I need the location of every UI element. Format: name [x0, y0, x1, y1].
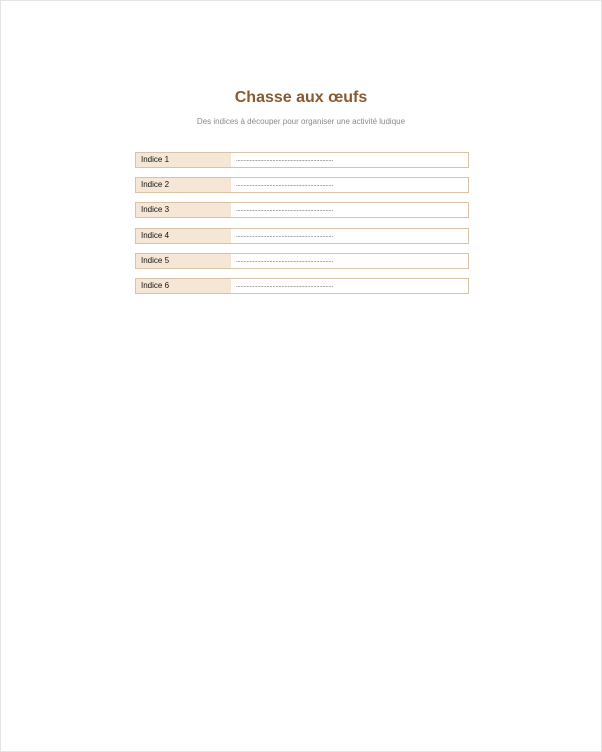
- clue-label: Indice 6: [136, 279, 231, 293]
- clue-row-1: [135, 152, 469, 168]
- clue-label: Indice 1: [136, 153, 231, 167]
- clue-label: Indice 5: [136, 254, 231, 268]
- clue-label: Indice 2: [136, 178, 231, 192]
- clue-list: [135, 152, 469, 303]
- clue-blank-line: ................................................................: [236, 182, 334, 189]
- clue-label: Indice 4: [136, 229, 231, 243]
- clue-row-2: [135, 177, 469, 193]
- page-subtitle: Des indices à découper pour organiser une activité ludique: [196, 117, 406, 126]
- clue-label: Indice 3: [136, 203, 231, 217]
- clue-row-6: [135, 278, 469, 294]
- clue-blank-line: ................................................................: [236, 157, 334, 163]
- clue-blank-line: ................................................................: [236, 232, 334, 239]
- clue-blank-line: ................................................................: [236, 282, 334, 289]
- page-title: Chasse aux œufs: [234, 89, 368, 106]
- clue-blank-line: ................................................................: [236, 207, 334, 214]
- clue-row-5: [135, 253, 469, 269]
- clue-row-3: [135, 202, 469, 218]
- clue-blank-line: ................................................................: [236, 257, 334, 264]
- clue-row-4: [135, 228, 469, 244]
